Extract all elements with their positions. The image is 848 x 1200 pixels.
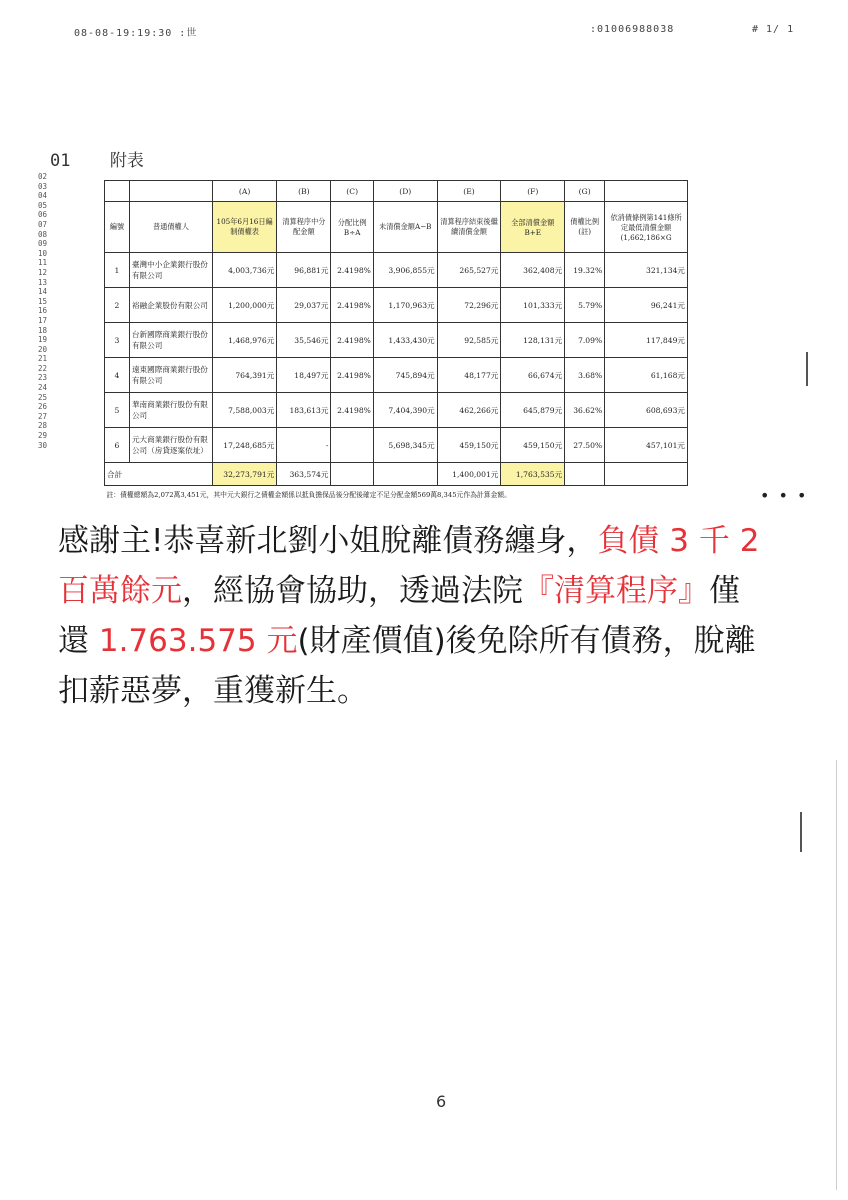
cell-no: 3 — [105, 323, 130, 358]
total-h — [605, 463, 688, 486]
line-number: 24 — [38, 383, 48, 393]
header-e: 清算程序結束後繼續清償金額 — [437, 202, 501, 253]
table-row — [105, 358, 688, 393]
line-number: 28 — [38, 421, 48, 431]
cell-d: 7,404,390元 — [373, 393, 437, 428]
message-procedure: 『清算程序』 — [523, 573, 709, 609]
header-f: 全部清償金額B+E — [501, 202, 565, 253]
letter-cell: (B) — [277, 181, 331, 202]
line-number: 02 — [38, 172, 48, 181]
table-row — [105, 323, 688, 358]
line-number: 20 — [38, 344, 48, 354]
line-number: 17 — [38, 315, 48, 325]
cell-d: 5,698,345元 — [373, 428, 437, 463]
table-row — [105, 253, 688, 288]
cell-c: 2.4198% — [331, 323, 373, 358]
line-number: 29 — [38, 431, 48, 441]
total-b: 363,574元 — [277, 463, 331, 486]
cell-name: 元大商業銀行股份有限公司（房貸逐案依址） — [129, 428, 212, 463]
total-d — [373, 463, 437, 486]
line-number: 16 — [38, 306, 48, 316]
page-number: 6 — [436, 1092, 447, 1111]
letter-cell: (A) — [212, 181, 276, 202]
cell-h: 96,241元 — [605, 288, 688, 323]
scan-mark — [836, 760, 837, 1190]
header-g: 債權比例(註) — [565, 202, 605, 253]
table-row — [105, 288, 688, 323]
line-number: 06 — [38, 210, 48, 220]
line-number: 04 — [38, 191, 48, 201]
total-c — [331, 463, 373, 486]
cell-b: 183,613元 — [277, 393, 331, 428]
line-number: 25 — [38, 392, 48, 402]
creditor-table — [104, 180, 688, 502]
message-debt-amount: 負債 3 千 2 百萬餘元 — [58, 523, 760, 609]
line-number: 27 — [38, 411, 48, 421]
cell-g: 7.09% — [565, 323, 605, 358]
cell-g: 36.62% — [565, 393, 605, 428]
line-number: 23 — [38, 373, 48, 383]
total-label: 合計 — [105, 463, 213, 486]
table-row — [105, 393, 688, 428]
cell-h: 321,134元 — [605, 253, 688, 288]
line-number: 08 — [38, 229, 48, 239]
cell-b: 35,546元 — [277, 323, 331, 358]
line-number: 07 — [38, 219, 48, 229]
message-part: (財產價值)後免除所有債務，脫離扣薪惡夢，重獲新生。 — [58, 623, 756, 709]
letter-cell: (D) — [373, 181, 437, 202]
cell-g: 5.79% — [565, 288, 605, 323]
cell-d: 1,433,430元 — [373, 323, 437, 358]
line-number: 03 — [38, 181, 48, 191]
ellipsis-marks: • • • — [760, 486, 809, 505]
cell-d: 3,906,855元 — [373, 253, 437, 288]
cell-g: 3.68% — [565, 358, 605, 393]
cell-h: 61,168元 — [605, 358, 688, 393]
header-h: 依消債條例第141條所定最低清償金額(1,662,186×G — [605, 202, 688, 253]
cell-b: 29,037元 — [277, 288, 331, 323]
cell-a: 17,248,685元 — [212, 428, 276, 463]
total-f: 1,763,535元 — [501, 463, 565, 486]
fax-timestamp: 08-08-19:19:30 :世 — [74, 28, 198, 39]
header-creditor: 普通債權人 — [129, 202, 212, 253]
cell-b: 96,881元 — [277, 253, 331, 288]
cell-c: 2.4198% — [331, 253, 373, 288]
cell-no: 2 — [105, 288, 130, 323]
line-number: 26 — [38, 402, 48, 412]
cell-name: 華南商業銀行股份有限公司 — [129, 393, 212, 428]
letter-cell — [129, 181, 212, 202]
header-a: 105年6月16日編制債權表 — [212, 202, 276, 253]
line-number: 18 — [38, 325, 48, 335]
cell-g: 19.32% — [565, 253, 605, 288]
letter-cell: (E) — [437, 181, 501, 202]
cell-f: 362,408元 — [501, 253, 565, 288]
line-number: 30 — [38, 440, 48, 450]
cell-a: 1,200,000元 — [212, 288, 276, 323]
scan-mark — [806, 352, 808, 386]
fax-page-indicator: # 1/ 1 — [752, 24, 795, 35]
line-number: 09 — [38, 239, 48, 249]
cell-c: 2.4198% — [331, 358, 373, 393]
cell-e: 265,527元 — [437, 253, 501, 288]
cell-name: 臺灣中小企業銀行股份有限公司 — [129, 253, 212, 288]
line-number: 12 — [38, 267, 48, 277]
cell-a: 4,003,736元 — [212, 253, 276, 288]
letter-cell: (F) — [501, 181, 565, 202]
line-numbers — [38, 172, 58, 450]
letter-cell: (G) — [565, 181, 605, 202]
cell-no: 4 — [105, 358, 130, 393]
cell-a: 1,468,976元 — [212, 323, 276, 358]
cell-f: 459,150元 — [501, 428, 565, 463]
cell-f: 101,333元 — [501, 288, 565, 323]
cell-name: 台新國際商業銀行股份有限公司 — [129, 323, 212, 358]
line-number: 22 — [38, 363, 48, 373]
header-no: 編號 — [105, 202, 130, 253]
total-g — [565, 463, 605, 486]
cell-d: 1,170,963元 — [373, 288, 437, 323]
line-number: 05 — [38, 200, 48, 210]
line-number: 10 — [38, 248, 48, 258]
cell-e: 48,177元 — [437, 358, 501, 393]
cell-d: 745,894元 — [373, 358, 437, 393]
testimony-message — [58, 516, 770, 716]
cell-a: 764,391元 — [212, 358, 276, 393]
cell-e: 462,266元 — [437, 393, 501, 428]
cell-e: 459,150元 — [437, 428, 501, 463]
header-c: 分配比例B÷A — [331, 202, 373, 253]
header-d: 未清償金額A−B — [373, 202, 437, 253]
cell-h: 457,101元 — [605, 428, 688, 463]
cell-c: 2.4198% — [331, 393, 373, 428]
message-part: 感謝主!恭喜新北劉小姐脫離債務纏身， — [58, 523, 598, 559]
header-row — [105, 202, 688, 253]
line-number: 19 — [38, 335, 48, 345]
cell-name: 裕融企業股份有限公司 — [129, 288, 212, 323]
cell-g: 27.50% — [565, 428, 605, 463]
cell-c — [331, 428, 373, 463]
total-row — [105, 463, 688, 486]
cell-no: 6 — [105, 428, 130, 463]
cell-h: 117,849元 — [605, 323, 688, 358]
note-row — [105, 486, 688, 503]
table-row — [105, 428, 688, 463]
line-number: 13 — [38, 277, 48, 287]
cell-name: 遠東國際商業銀行股份有限公司 — [129, 358, 212, 393]
cell-b: 18,497元 — [277, 358, 331, 393]
message-part: ，經協會協助，透過法院 — [182, 573, 523, 609]
cell-e: 72,296元 — [437, 288, 501, 323]
message-repaid-amount: 1.763.575 元 — [98, 623, 298, 659]
cell-f: 66,674元 — [501, 358, 565, 393]
heading-number: 01 — [50, 151, 71, 171]
column-letter-row — [105, 181, 688, 202]
cell-f: 645,879元 — [501, 393, 565, 428]
cell-b: - — [277, 428, 331, 463]
cell-a: 7,588,003元 — [212, 393, 276, 428]
letter-cell — [105, 181, 130, 202]
total-e: 1,400,001元 — [437, 463, 501, 486]
cell-c: 2.4198% — [331, 288, 373, 323]
letter-cell — [605, 181, 688, 202]
total-a: 32,273,791元 — [212, 463, 276, 486]
message-part: 僅還 — [58, 573, 740, 659]
cell-no: 1 — [105, 253, 130, 288]
table-note: 註：債權總額為2,072萬3,451元，其中元大銀行之債權金額係以抵負擔保品後分配後確定不足分配金額569萬8,345元作為計算金額。 — [106, 491, 511, 499]
cell-h: 608,693元 — [605, 393, 688, 428]
heading-title: 附表 — [109, 151, 144, 171]
line-number: 15 — [38, 296, 48, 306]
line-number: 21 — [38, 354, 48, 364]
cell-no: 5 — [105, 393, 130, 428]
scan-mark — [800, 812, 802, 852]
attachment-heading — [50, 146, 144, 171]
header-b: 清算程序中分配金額 — [277, 202, 331, 253]
line-number: 14 — [38, 287, 48, 297]
cell-f: 128,131元 — [501, 323, 565, 358]
line-number: 11 — [38, 258, 48, 268]
fax-number: :01006988038 — [590, 24, 675, 35]
letter-cell: (C) — [331, 181, 373, 202]
cell-e: 92,585元 — [437, 323, 501, 358]
